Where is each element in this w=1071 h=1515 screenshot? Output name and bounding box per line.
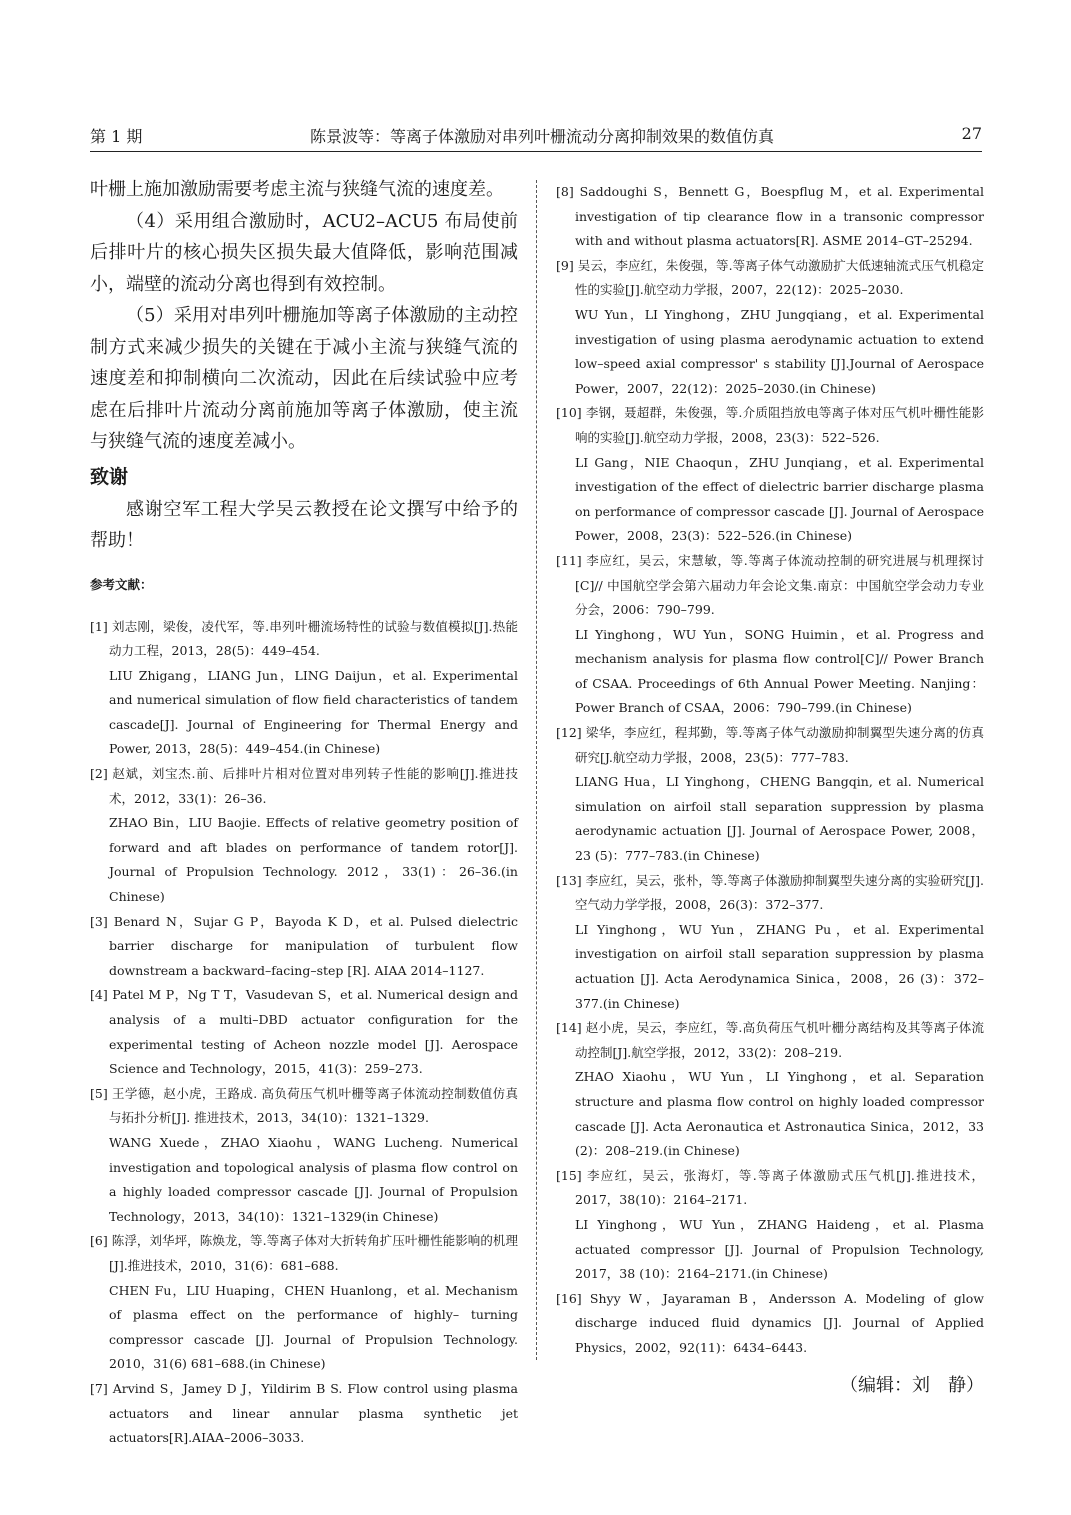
left-column	[90, 174, 518, 1451]
reference-translation: LI Yinghong，WU Yun，SONG Huimin，et al. Progress and mechanism analysis for plasma flow control[C]// Power Branch of CSAA. Proceedings of 6th Annual Power Meeting. Nanjing：Power Branch of CSAA，2006：790–799.(in Chinese)	[575, 626, 984, 716]
reference-text: [7] Arvind S，Jamey D J，Yildirim B S. Flow control using plasma actuators and linear annular plasma synthetic jet actuators[R].AIAA–2006–3033.	[90, 1380, 518, 1446]
reference-translation: LI Gang，NIE Chaoqun，ZHU Junqiang，et al. Experimental investigation of the effect of dielectric barrier discharge plasma on performance of compressor cascade [J]. Journal of Aerospace Power，2008，23(3)：522–526.(in Chinese)	[575, 454, 984, 544]
references-heading: 参考文献：	[90, 576, 153, 592]
reference-entry	[556, 721, 984, 869]
reference-entry	[90, 1229, 518, 1377]
right-column	[556, 180, 984, 1397]
reference-translation: LI Yinghong，WU Yun，ZHANG Haideng，et al. Plasma actuated compressor [J]. Journal of Propulsion Technology, 2017，38 (10)：2164–2171.(in Chinese)	[575, 1216, 984, 1282]
reference-entry	[90, 983, 518, 1081]
reference-text: [12] 梁华，李应红，程邦勤，等.等离子体气动激励抑制翼型失速分离的仿真研究[J.航空动力学报，2008，23(5)：777–783.	[556, 725, 984, 765]
reference-text: [9] 吴云，李应红，朱俊强，等.等离子体气动激励扩大低速轴流式压气机稳定性的实验[J].航空动力学报，2007，22(12)：2025–2030.	[556, 257, 984, 298]
reference-translation: WU Yun，LI Yinghong，ZHU Jungqiang，et al. Experimental investigation of using plasma aerodynamic actuation to extend low–speed axial compressor' s stability [J].Journal of Aerospace Power，2007，22(12)：2025–2030.(in Chinese)	[575, 306, 984, 396]
reference-entry	[556, 180, 984, 254]
reference-translation: LI Yinghong，WU Yun，ZHANG Pu，et al. Experimental investigation on airfoil stall separation suppression by plasma actuation [J]. Acta Aerodynamica Sinica，2008，26 (3)：372–377.(in Chinese)	[575, 921, 984, 1011]
reference-translation: CHEN Fu，LIU Huaping，CHEN Huanlong，et al. Mechanism of plasma effect on the performance of highly– turning compressor cascade [J]. Journal of Propulsion Technology. 2010，31(6) 681–688.(in Chinese)	[109, 1282, 518, 1372]
reference-text: [5] 王学德，赵小虎，王路成. 高负荷压气机叶栅等离子体流动控制数值仿真与拓扑分析[J]. 推进技术，2013，34(10)：1321–1329.	[90, 1085, 518, 1126]
reference-entry	[556, 1016, 984, 1164]
reference-entry	[90, 615, 518, 763]
reference-translation: LIU Zhigang，LIANG Jun，LING Daijun，et al. Experimental and numerical simulation of flow field characteristics of tandem cascade[J]. Journal of Engineering for Thermal Energy and Power, 2013，28(5)：449–454.(in Chinese)	[109, 667, 518, 757]
body-paragraph: （5）采用对串列叶栅施加等离子体激励的主动控制方式来减少损失的关键在于减小主流与狭缝气流的速度差和抑制横向二次流动，因此在后续试验中应考虑在后排叶片流动分离前施加等离子体激励，使主流与狭缝气流的速度差减小。	[90, 305, 518, 452]
body-paragraph: （4）采用组合激励时，ACU2–ACU5 布局使前后排叶片的核心损失区损失最大值降低，影响范围减小，端壁的流动分离也得到有效控制。	[90, 210, 518, 295]
reference-entry	[556, 401, 984, 549]
reference-text: [13] 李应红，吴云，张朴，等.等离子体激励抑制翼型失速分离的实验研究[J].空气动力学学报，2008，26(3)：372–377.	[556, 872, 984, 913]
acknowledgement-heading: 致谢	[90, 465, 129, 488]
reference-text: [2] 赵斌，刘宝杰.前、后排叶片相对位置对串列转子性能的影响[J].推进技术，2012，33(1)：26–36.	[90, 766, 518, 806]
reference-entry	[90, 1377, 518, 1451]
reference-entry	[556, 254, 984, 402]
reference-entry	[90, 762, 518, 910]
reference-text: [1] 刘志刚，梁俊，凌代军，等.串列叶栅流场特性的试验与数值模拟[J].热能动力工程，2013，28(5)：449–454.	[90, 618, 518, 659]
reference-list-right	[556, 180, 984, 1361]
reference-entry	[556, 1164, 984, 1287]
reference-translation: LIANG Hua，LI Yinghong，CHENG Bangqin, et al. Numerical simulation on airfoil stall separation suppression by plasma aerodynamic actuation [J]. Journal of Aerospace Power, 2008，23 (5)：777–783.(in Chinese)	[575, 774, 984, 864]
reference-entry	[90, 910, 518, 984]
reference-translation: ZHAO Bin，LIU Baojie. Effects of relative geometry position of forward and aft blades on performance of tandem rotor[J]. Journal of Propulsion Technology. 2012，33(1)：26–36.(in Chinese)	[109, 815, 518, 905]
running-title: 陈景波等：等离子体激励对串列叶栅流动分离抑制效果的数值仿真	[310, 127, 775, 146]
reference-entry	[556, 549, 984, 721]
reference-text: [6] 陈浮，刘华坪，陈焕龙，等.等离子体对大折转角扩压叶栅性能影响的机理[J].推进技术，2010，31(6)：681–688.	[90, 1233, 518, 1273]
reference-text: [10] 李钢，聂超群，朱俊强，等.介质阻挡放电等离子体对压气机叶栅性能影响的实验[J].航空动力学报，2008，23(3)：522–526.	[556, 405, 984, 445]
reference-entry	[556, 1287, 984, 1361]
reference-translation: ZHAO Xiaohu，WU Yun，LI Yinghong，et al. Separation structure and plasma flow control on highly loaded compressor cascade [J]. Acta Aeronautica et Astronautica Sinica，2012，33 (2)：208–219.(in Chinese)	[575, 1069, 984, 1159]
reference-entry	[90, 1082, 518, 1230]
issue-number: 第 1 期	[90, 127, 143, 146]
header-rule	[90, 151, 982, 152]
reference-list-left	[90, 615, 518, 1451]
column-divider	[536, 180, 537, 1360]
reference-translation: WANG Xuede，ZHAO Xiaohu，WANG Lucheng. Numerical investigation and topological analysis of plasma flow control on a highly loaded compressor cascade [J]. Journal of Propulsion Technology，2013，34(10)：1321–1329(in Chinese)	[109, 1134, 518, 1224]
reference-text: [15] 李应红，吴云，张海灯，等.等离子体激励式压气机[J].推进技术，2017，38(10)：2164–2171.	[556, 1167, 984, 1208]
page-header	[90, 124, 982, 152]
body-paragraph: 叶栅上施加激励需要考虑主流与狭缝气流的速度差。	[90, 179, 504, 200]
page-number: 27	[961, 124, 982, 143]
reference-text: [11] 李应红，吴云，宋慧敏，等.等离子体流动控制的研究进展与机理探讨[C]// 中国航空学会第六届动力年会论文集.南京：中国航空学会动力专业分会，2006：790–799.	[556, 552, 984, 618]
reference-text: [16] Shyy W，Jayaraman B，Andersson A. Modeling of glow discharge induced fluid dynamics [J]. Journal of Applied Physics，2002，92(11)：6434–6443.	[556, 1290, 984, 1355]
reference-entry	[556, 869, 984, 1017]
acknowledgement-text: 感谢空军工程大学吴云教授在论文撰写中给予的帮助！	[90, 498, 518, 551]
reference-text: [14] 赵小虎，吴云，李应红，等.高负荷压气机叶栅分离结构及其等离子体流动控制[J].航空学报，2012，33(2)：208–219.	[556, 1020, 984, 1060]
editor-note: （编辑：刘 静）	[840, 1374, 984, 1396]
reference-text: [8] Saddoughi S，Bennett G，Boespflug M，et al. Experimental investigation of tip clearance flow in a transonic compressor with and without plasma actuators[R]. ASME 2014–GT–25294.	[556, 184, 984, 249]
reference-text: [3] Benard N，Sujar G P，Bayoda K D，et al. Pulsed dielectric barrier discharge for manipulation of turbulent flow downstream a backward–facing–step [R]. AIAA 2014–1127.	[90, 913, 518, 978]
reference-text: [4] Patel M P，Ng T T，Vasudevan S，et al. Numerical design and analysis of a multi–DBD actuator configuration for the experimental testing of Acheon nozzle model [J]. Aerospace Science and Technology，2015，41(3)：259–273.	[90, 987, 518, 1077]
